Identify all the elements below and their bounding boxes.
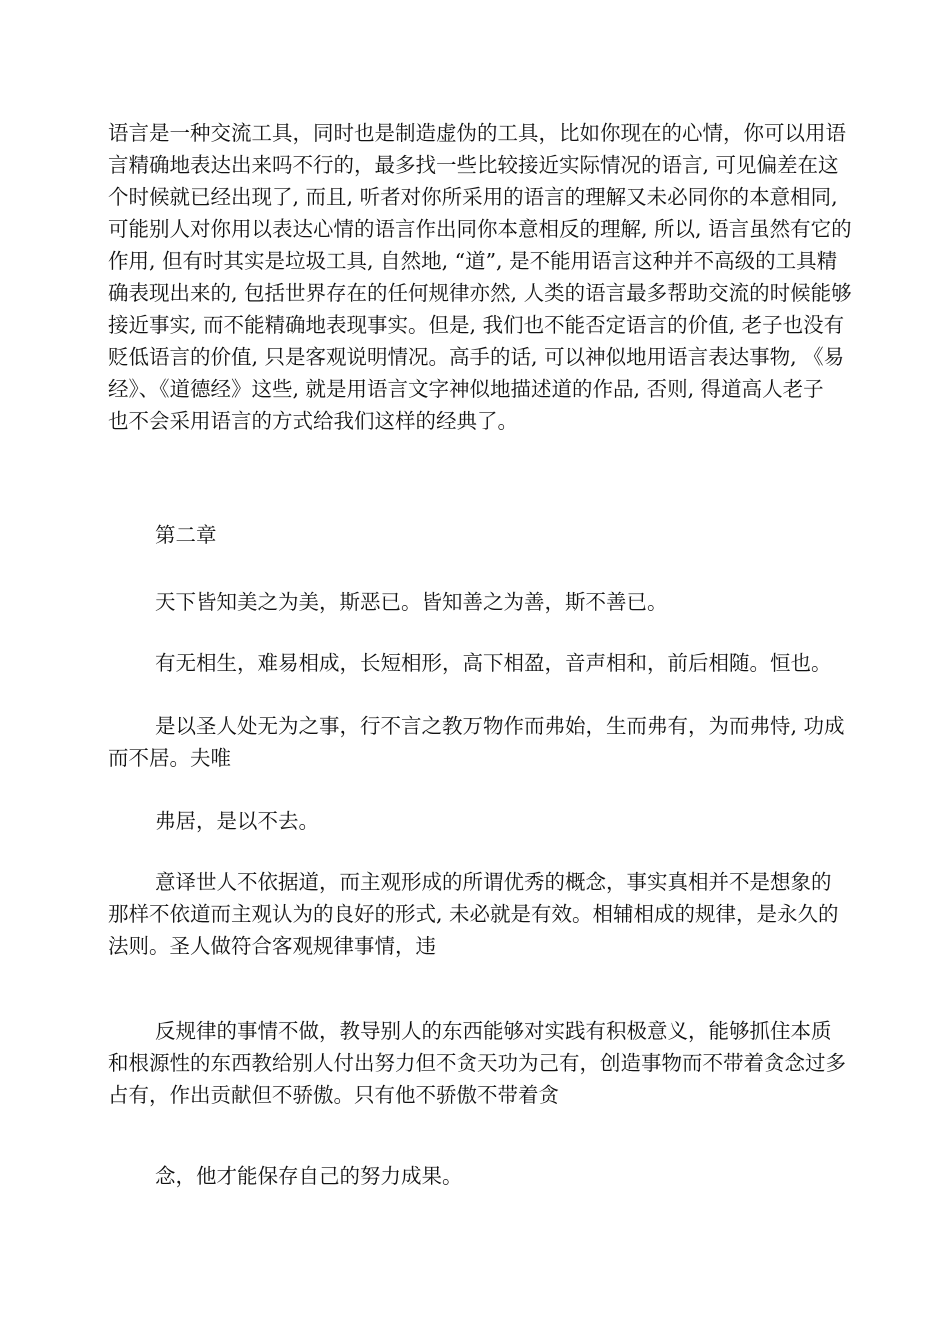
text-line: 反规律的事情不做，教导别人的东西能够对实践有积极意义，能够抓住本质 (155, 1019, 832, 1043)
chapter-heading: 第二章 (155, 523, 217, 547)
text-line: 语言是一种交流工具，同时也是制造虚伪的工具，比如你现在的心情，你可以用语 (108, 121, 846, 145)
text-line: 和根源性的东西教给别人付出努力但不贪天功为己有，创造事物而不带着贪念过多 (108, 1051, 846, 1075)
text-line: 是以圣人处无为之事，行不言之教万物作而弗始，生而弗有，为而弗恃, 功成 (155, 714, 845, 738)
paragraph-interpretation-3 (155, 1160, 895, 1192)
text-line: 贬低语言的价值, 只是客观说明情况。高手的话, 可以神似地用语言表达事物, 《易 (108, 345, 845, 369)
text-line: 弗居，是以不去。 (155, 809, 319, 833)
paragraph-verse-2 (155, 647, 895, 679)
text-line: 作用, 但有时其实是垃圾工具, 自然地, “道”, 是不能用语言这种并不高级的工具精 (108, 249, 838, 273)
text-line: 有无相生，难易相成，长短相形，高下相盈，音声相和，前后相随。恒也。 (155, 651, 832, 675)
text-line: 占有，作出贡献但不骄傲。只有他不骄傲不带着贪 (108, 1083, 559, 1107)
text-line: 法则。圣人做符合客观规律事情，违 (108, 934, 436, 958)
text-line: 个时候就已经出现了, 而且, 听者对你所采用的语言的理解又未必同你的本意相同, (108, 185, 838, 209)
text-line: 经》、《道德经》这些, 就是用语言文字神似地描述道的作品, 否则, 得道高人老子 (108, 377, 824, 401)
text-line: 可能别人对你用以表达心情的语言作出同你本意相反的理解, 所以, 语言虽然有它的 (108, 217, 852, 241)
text-line: 而不居。夫唯 (108, 746, 231, 770)
text-line: 接近事实, 而不能精确地表现事实。但是, 我们也不能否定语言的价值, 老子也没有 (108, 313, 845, 337)
text-line: 言精确地表达出来吗不行的，最多找一些比较接近实际情况的语言, 可见偏差在这 (108, 153, 839, 177)
paragraph-verse-3 (108, 710, 848, 774)
text-line: 天下皆知美之为美，斯恶已。皆知善之为善，斯不善已。 (155, 590, 668, 614)
paragraph-verse-4 (155, 805, 895, 837)
paragraph-verse-1 (155, 586, 895, 618)
text-line: 念，他才能保存自己的努力成果。 (155, 1164, 463, 1188)
text-line: 意译世人不依据道，而主观形成的所谓优秀的概念，事实真相并不是想象的 (155, 870, 832, 894)
text-line: 确表现出来的, 包括世界存在的任何规律亦然, 人类的语言最多帮助交流的时候能够 (108, 281, 852, 305)
paragraph-interpretation-2 (108, 1015, 848, 1111)
text-line: 也不会采用语言的方式给我们这样的经典了。 (108, 409, 518, 433)
paragraph-interpretation-1 (108, 866, 848, 962)
text-line: 那样不依道而主观认为的良好的形式, 未必就是有效。相辅相成的规律，是永久的 (108, 902, 839, 926)
paragraph-language-tool (108, 117, 852, 437)
